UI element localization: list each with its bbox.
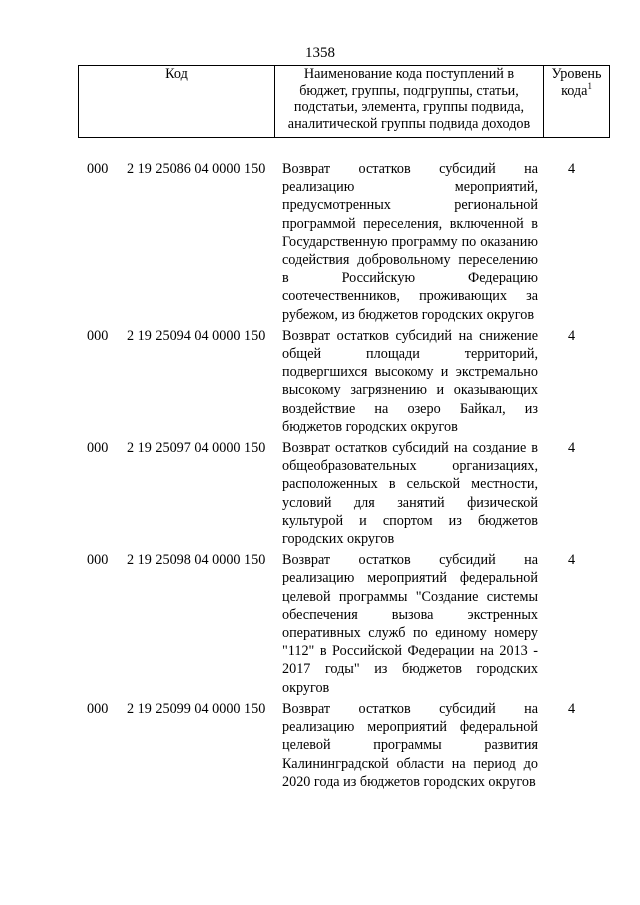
header-name-label: Наименование кода поступлений в бюджет, группы, подгруппы, статьи, подстатьи, элемента, группы подвида, аналитической группы подвида доходов [287, 66, 531, 132]
header-level-cell [544, 66, 610, 138]
admin-code: 000 [87, 161, 109, 177]
admin-code: 000 [87, 700, 109, 717]
page-number: 1358 [305, 45, 335, 61]
header-level-footnote: 1 [587, 80, 592, 91]
income-code: 2 19 25098 04 0000 150 [127, 552, 266, 569]
code-level: 4 [568, 700, 576, 717]
code-level: 4 [568, 161, 576, 177]
table-row [0, 700, 640, 791]
table-body [0, 160, 640, 794]
admin-code: 000 [87, 552, 109, 569]
table-header [78, 65, 610, 138]
header-row [79, 66, 610, 138]
table-row [0, 160, 640, 324]
income-description: Возврат остатков субсидий на реализацию мероприятий федеральной целевой программы развития Калининградской области на период до 2020 года из бюджетов городских округов [282, 700, 538, 790]
income-description: Возврат остатков субсидий на реализацию мероприятий, предусмотренных региональной программой переселения, включенной в Государственную программу по оказанию содействия добровольному переселению в Российскую Федерацию соотечественников, проживающих за рубежом, из бюджетов городских округов [282, 161, 538, 323]
header-code-cell [79, 66, 275, 138]
header-name-cell [275, 66, 544, 138]
admin-code: 000 [87, 327, 109, 344]
header-code-label: Код [165, 66, 188, 82]
code-level: 4 [568, 327, 576, 344]
table-row [0, 439, 640, 548]
income-code: 2 19 25099 04 0000 150 [127, 700, 266, 717]
table-row [0, 551, 640, 697]
income-description: Возврат остатков субсидий на снижение общей площади территорий, подвергшихся высокому и экстремально высокому загрязнению и оказывающих воздействие на озеро Байкал, из бюджетов городских округов [282, 327, 538, 435]
header-level-label: Уровень кода [551, 66, 602, 99]
income-code: 2 19 25094 04 0000 150 [127, 327, 266, 344]
table-row [0, 327, 640, 436]
income-code: 2 19 25097 04 0000 150 [127, 440, 266, 457]
admin-code: 000 [87, 440, 109, 457]
income-description: Возврат остатков субсидий на создание в общеобразовательных организациях, расположенных в сельской местности, условий для занятий физической культурой и спортом из бюджетов городских округов [282, 440, 538, 548]
code-level: 4 [568, 440, 576, 457]
code-level: 4 [568, 552, 576, 569]
income-code: 2 19 25086 04 0000 150 [127, 161, 266, 177]
income-description: Возврат остатков субсидий на реализацию мероприятий федеральной целевой программы "Создание системы обеспечения вызова экстренных оперативных служб по единому номеру "112" в Российской Федерации на 2013 - 2017 годы" из бюджетов городских округов [282, 552, 538, 696]
